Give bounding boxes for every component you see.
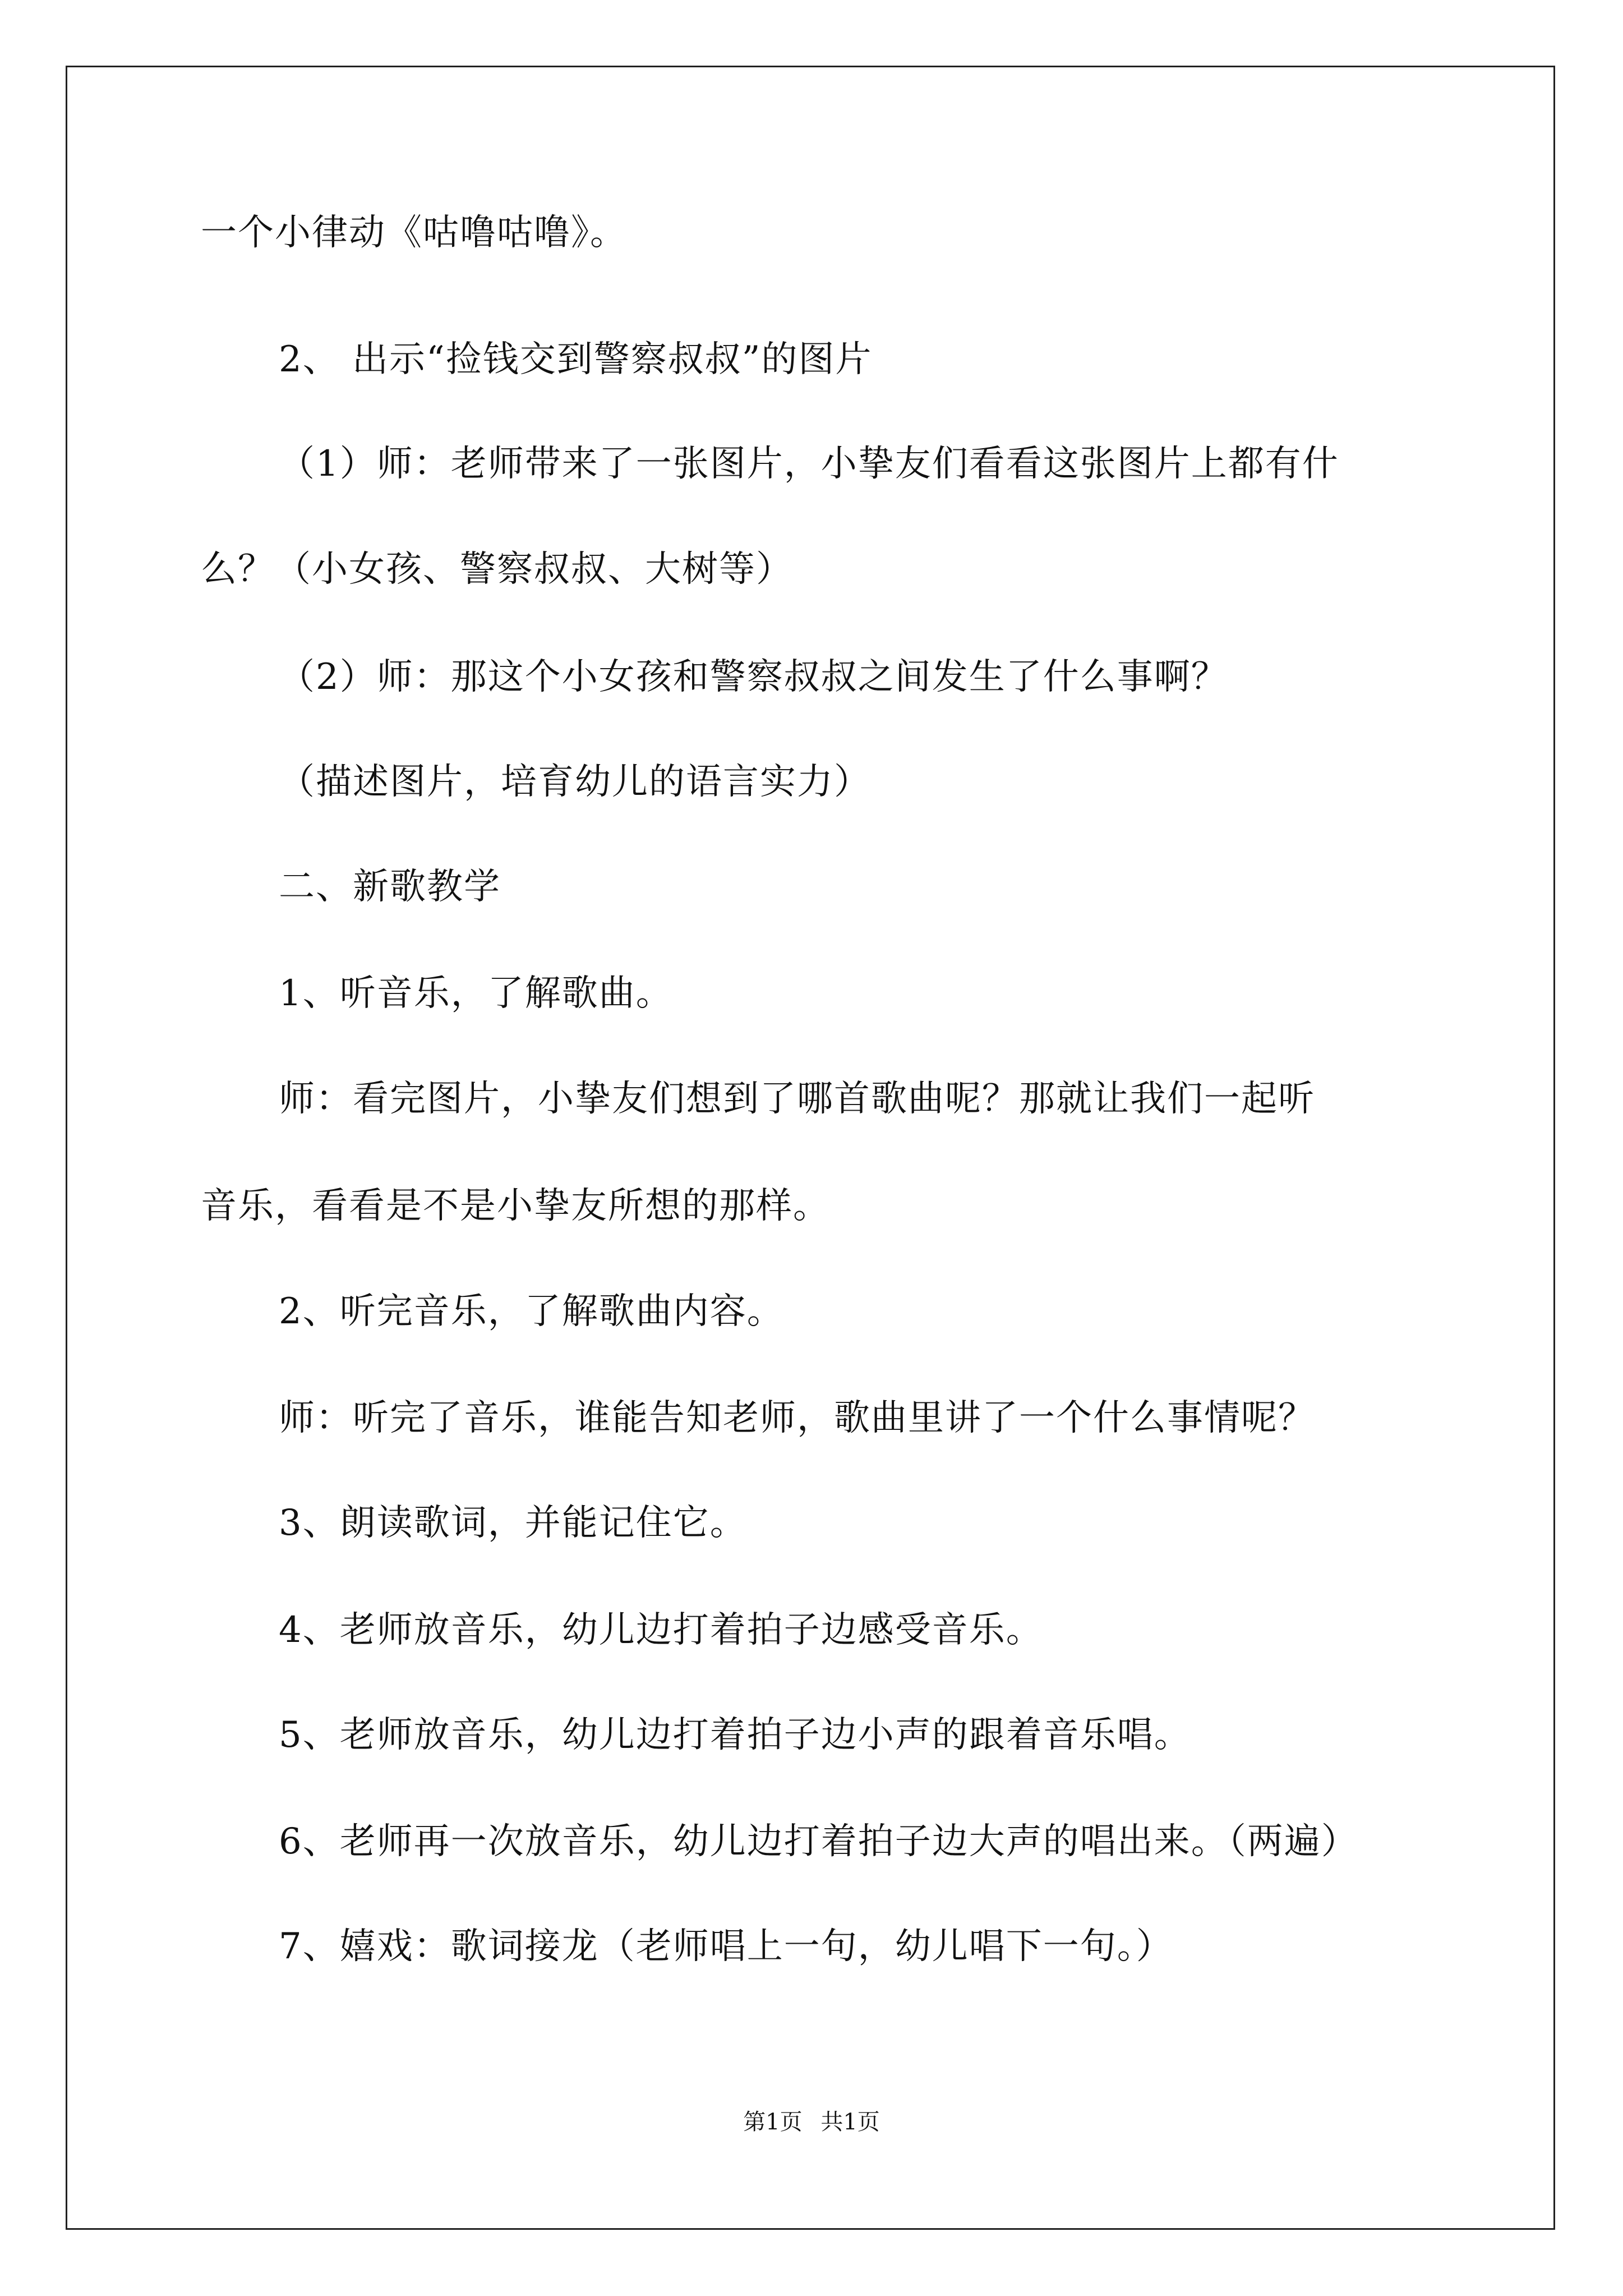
text-line-3: （1）师：老师带来了一张图片，小挚友们看看这张图片上都有什 xyxy=(279,443,1339,485)
text-line-17: 7、嬉戏：歌词接龙（老师唱上一句，幼儿唱下一句。） xyxy=(279,1926,1173,1967)
text-line-15: 5、老师放音乐，幼儿边打着拍子边小声的跟着音乐唱。 xyxy=(279,1714,1191,1756)
text-line-12: 师：听完了音乐，谁能告知老师，歌曲里讲了一个什么事情呢？ xyxy=(279,1397,1315,1439)
page-number-current: 第1页 xyxy=(743,2109,803,2135)
page-number-total: 共1页 xyxy=(820,2109,880,2135)
text-line-11: 2、听完音乐，了解歌曲内容。 xyxy=(279,1291,784,1332)
text-line-1: 一个小律动《咕噜咕噜》。 xyxy=(201,212,627,254)
page-border xyxy=(66,66,1555,2230)
text-line-14: 4、老师放音乐，幼儿边打着拍子边感受音乐。 xyxy=(279,1609,1043,1651)
text-line-10: 音乐，看看是不是小挚友所想的那样。 xyxy=(201,1185,830,1227)
text-line-2: 2、 出示“捡钱交到警察叔叔”的图片 xyxy=(279,339,873,380)
text-line-5: （2）师：那这个小女孩和警察叔叔之间发生了什么事啊？ xyxy=(279,656,1228,698)
text-line-8: 1、听音乐，了解歌曲。 xyxy=(279,973,673,1014)
text-line-6: （描述图片，培育幼儿的语言实力） xyxy=(279,761,871,803)
text-line-16: 6、老师再一次放音乐，幼儿边打着拍子边大声的唱出来。（两遍） xyxy=(279,1821,1358,1862)
text-line-4: 么？（小女孩、警察叔叔、大树等） xyxy=(201,549,793,590)
page-footer xyxy=(0,2108,1623,2137)
text-line-13: 3、朗读歌词，并能记住它。 xyxy=(279,1502,747,1544)
section-heading-new-song: 二、新歌教学 xyxy=(279,866,501,908)
text-line-9: 师：看完图片，小挚友们想到了哪首歌曲呢？那就让我们一起听 xyxy=(279,1078,1315,1120)
